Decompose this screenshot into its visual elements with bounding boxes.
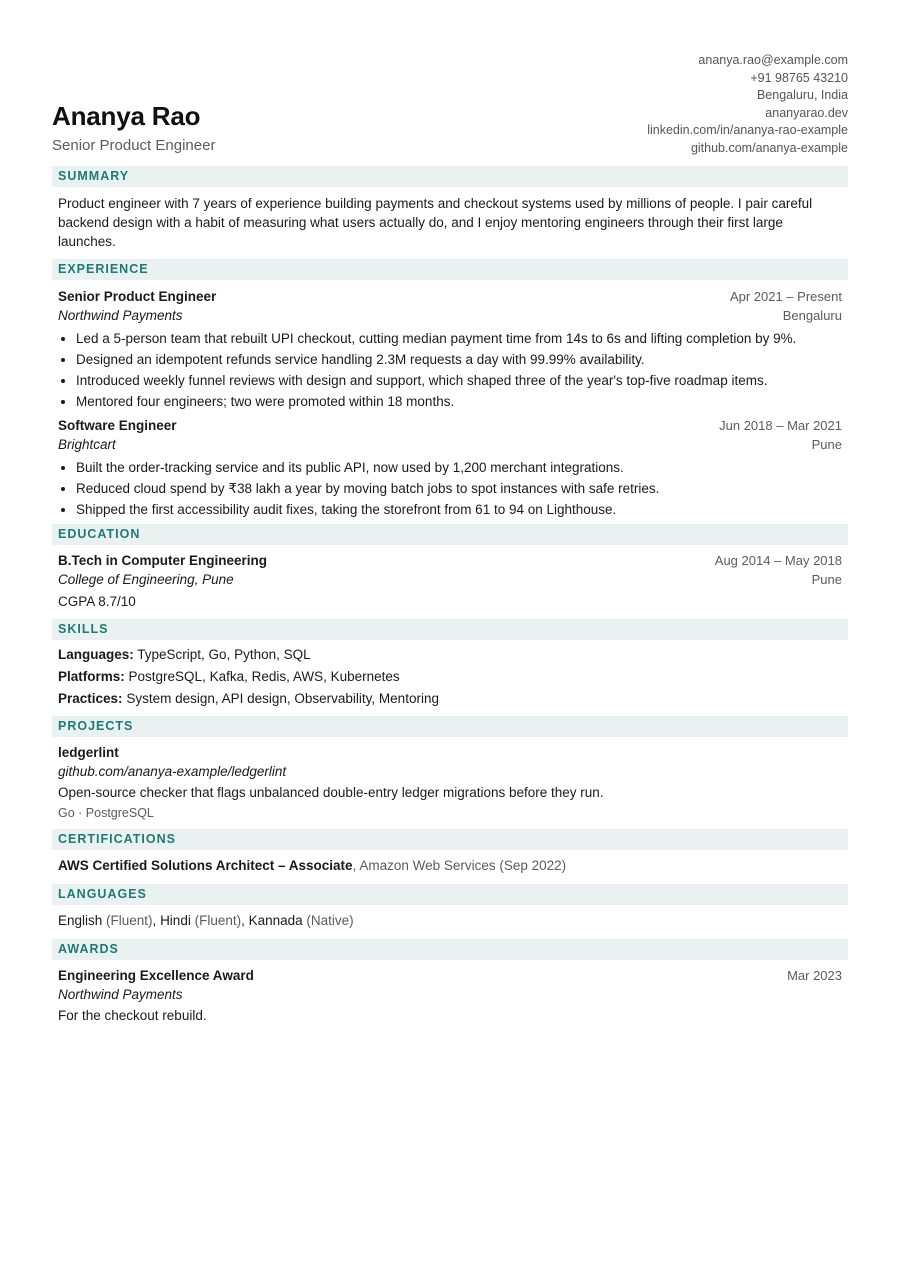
bullet-item: • Reduced cloud spend by ₹38 lakh a year by moving batch jobs to spot instances with safe retries. [76, 478, 842, 499]
skills-value: PostgreSQL, Kafka, Redis, AWS, Kubernetes [128, 669, 400, 684]
skills-section [52, 619, 848, 716]
job-dates: Jun 2018 – Mar 2021 [719, 418, 842, 433]
bullet-item: • Led a 5-person team that rebuilt UPI checkout, cutting median payment time from 14s to 6s and lifting completion by 9%. [76, 328, 842, 349]
job-bullets [58, 328, 842, 412]
language-separator: , [241, 913, 249, 928]
bullet-item: • Mentored four engineers; two were promoted within 18 months. [76, 391, 842, 412]
certification-name: AWS Certified Solutions Architect – Associate [58, 858, 353, 873]
job-title: Senior Product Engineer [58, 289, 217, 304]
resume-header [52, 0, 848, 166]
project-name: ledgerlint [58, 745, 119, 760]
language-separator: , [152, 913, 161, 928]
education-section [52, 524, 848, 619]
candidate-name: Ananya Rao [52, 101, 201, 131]
job-location: Pune [811, 437, 842, 452]
projects-section [52, 716, 848, 829]
language-name: Kannada [248, 913, 303, 928]
bullet-item: • Built the order-tracking service and its public API, now used by 1,200 merchant integrations. [76, 457, 842, 478]
language-name: Hindi [160, 913, 191, 928]
contact-phone: +91 98765 43210 [750, 70, 848, 85]
languages-section [52, 884, 848, 939]
section-heading-summary: SUMMARY [52, 166, 848, 187]
contact-website[interactable]: ananyarao.dev [765, 105, 848, 120]
candidate-role: Senior Product Engineer [52, 137, 216, 154]
project-tech: Go · PostgreSQL [58, 806, 154, 820]
education-degree: B.Tech in Computer Engineering [58, 553, 268, 568]
job-entry [58, 287, 842, 412]
certifications-section [52, 829, 848, 884]
education-school: College of Engineering, Pune [58, 572, 234, 587]
bullet-item: • Introduced weekly funnel reviews with design and support, which shaped three of the year's top-five roadmap items. [76, 370, 842, 391]
contact-email[interactable]: ananya.rao@example.com [698, 53, 848, 67]
skills-label: Languages: [58, 647, 134, 662]
bullet-item: • Designed an idempotent refunds service handling 2.3M requests a day with 99.99% availability. [76, 349, 842, 370]
education-dates: Aug 2014 – May 2018 [714, 553, 842, 568]
section-heading-projects: PROJECTS [52, 716, 848, 737]
contact-location: Bengaluru, India [756, 88, 848, 102]
project-link[interactable]: github.com/ananya-example/ledgerlint [58, 764, 287, 779]
award-date: Mar 2023 [787, 968, 842, 983]
language-level: (Fluent) [190, 913, 242, 928]
summary-section [52, 166, 848, 251]
skills-row [58, 666, 842, 688]
skills-value: TypeScript, Go, Python, SQL [137, 647, 311, 662]
contact-linkedin[interactable]: linkedin.com/in/ananya-rao-example [647, 123, 848, 137]
skills-label: Practices: [58, 691, 123, 706]
job-company: Northwind Payments [58, 308, 183, 323]
job-title: Software Engineer [58, 418, 177, 433]
award-description: For the checkout rebuild. [58, 1008, 207, 1023]
section-heading-awards: AWARDS [52, 939, 848, 960]
bullet-item: • Shipped the first accessibility audit fixes, taking the storefront from 61 to 94 on Lighthouse. [76, 499, 842, 520]
skills-label: Platforms: [58, 669, 125, 684]
language-level: (Native) [302, 913, 354, 928]
section-heading-experience: EXPERIENCE [52, 259, 848, 280]
section-heading-skills: SKILLS [52, 619, 848, 640]
contact-github[interactable]: github.com/ananya-example [690, 140, 848, 155]
experience-section [52, 259, 848, 524]
awards-section [52, 939, 848, 1028]
job-location: Bengaluru [782, 308, 842, 323]
education-grade: CGPA 8.7/10 [58, 594, 136, 609]
job-dates: Apr 2021 – Present [729, 289, 842, 304]
award-org: Northwind Payments [58, 987, 183, 1002]
language-name: English [58, 913, 103, 928]
award-title: Engineering Excellence Award [58, 968, 254, 983]
education-location: Pune [811, 572, 842, 587]
certification-issuer: , Amazon Web Services (Sep 2022) [352, 858, 567, 873]
section-heading-education: EDUCATION [52, 524, 848, 545]
summary-text: Product engineer with 7 years of experience building payments and checkout systems used by millions of people. I pair careful backend design with a habit of measuring what users actually do, and I enjoy mentoring engineers through their first large launches. [58, 196, 813, 249]
section-heading-certifications: CERTIFICATIONS [52, 829, 848, 850]
project-description: Open-source checker that flags unbalanced double-entry ledger migrations before they run. [58, 785, 604, 800]
contact-block [647, 52, 848, 157]
skills-row [58, 688, 842, 710]
skills-value: System design, API design, Observability, Mentoring [126, 691, 439, 706]
job-entry [58, 416, 842, 520]
job-bullets [58, 457, 842, 520]
section-heading-languages: LANGUAGES [52, 884, 848, 905]
job-company: Brightcart [58, 437, 116, 452]
skills-row [58, 644, 842, 666]
language-level: (Fluent) [102, 913, 153, 928]
